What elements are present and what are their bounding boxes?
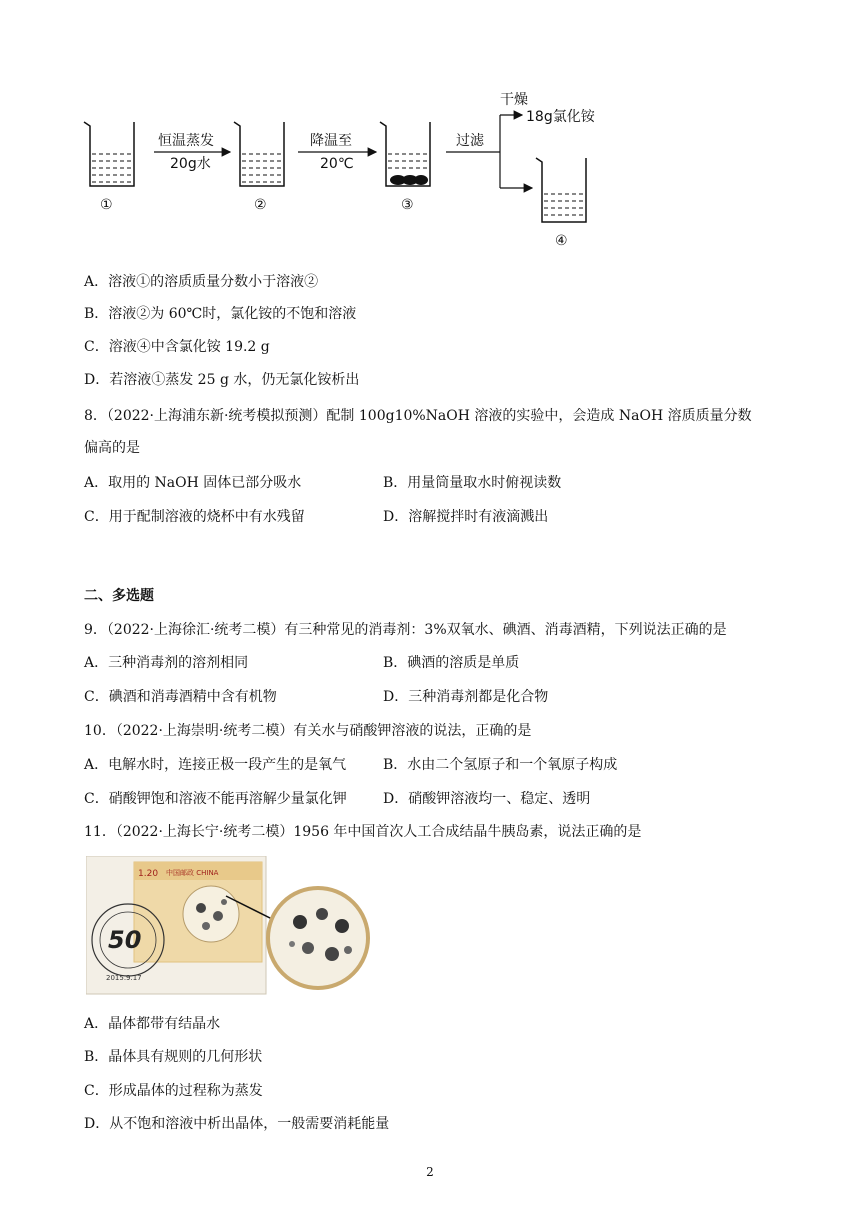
beaker-2 [234, 122, 284, 213]
step1-bottom-label: 20g水 [170, 156, 211, 172]
q9-option-b: B．碘酒的溶质是单质 [383, 655, 520, 671]
q8-stem-line2: 偏高的是 [84, 440, 140, 456]
q7-option-c: C．溶液④中含氯化铵 19.2 g [84, 339, 270, 355]
beaker-4 [536, 158, 586, 249]
q9-option-c: C．碘酒和消毒酒精中含有机物 [84, 689, 277, 705]
q11-option-a: A．晶体都带有结晶水 [84, 1016, 221, 1032]
q10-option-d: D．硝酸钾溶液均一、稳定、透明 [383, 791, 591, 807]
q8-stem-line1: 8．（2022·上海浦东新·统考模拟预测）配制 100g10%NaOH 溶液的实验中，会造成 NaOH 溶质质量分数 [84, 408, 752, 424]
section-title: 二、多选题 [84, 588, 154, 604]
step3-top-label: 过滤 [456, 133, 484, 149]
beaker-4-label: ④ [555, 233, 568, 249]
q7-option-a: A．溶液①的溶质质量分数小于溶液② [84, 274, 319, 290]
insulin-stamp-image [86, 856, 376, 996]
step2-bottom-label: 20℃ [320, 156, 354, 172]
step2-top-label: 降温至 [310, 133, 352, 149]
beaker-1 [84, 122, 134, 213]
q7-option-b: B．溶液②为 60℃时，氯化铵的不饱和溶液 [84, 306, 357, 322]
q11-stem: 11．（2022·上海长宁·统考二模）1956 年中国首次人工合成结晶牛胰岛素，说法正确的是 [84, 824, 642, 840]
q10-stem: 10．（2022·上海崇明·统考二模）有关水与硝酸钾溶液的说法，正确的是 [84, 723, 532, 739]
solution-process-diagram [70, 82, 670, 252]
product-label: 18g氯化铵 [526, 109, 595, 125]
q10-option-a: A．电解水时，连接正极一段产生的是氧气 [84, 757, 347, 773]
stamp-value: 1.20 [138, 869, 159, 879]
beaker-2-label: ② [254, 197, 267, 213]
q11-option-d: D．从不饱和溶液中析出晶体，一般需要消耗能量 [84, 1116, 390, 1132]
q9-option-a: A．三种消毒剂的溶剂相同 [84, 655, 249, 671]
q10-option-b: B．水由二个氢原子和一个氧原子构成 [383, 757, 618, 773]
beaker-1-label: ① [100, 197, 113, 213]
q11-option-c: C．形成晶体的过程称为蒸发 [84, 1083, 263, 1099]
postmark-number: 50 [108, 926, 142, 954]
stamp-brand: 中国邮政 CHINA [166, 869, 219, 877]
q8-option-b: B．用量筒量取水时俯视读数 [383, 475, 562, 491]
beaker-3 [380, 122, 430, 213]
q8-option-a: A．取用的 NaOH 固体已部分吸水 [84, 475, 302, 491]
q9-stem: 9．（2022·上海徐汇·统考二模）有三种常见的消毒剂：3%双氧水、碘酒、消毒酒精，下列说法正确的是 [84, 622, 727, 638]
q8-option-d: D．溶解搅拌时有液滴溅出 [383, 509, 549, 525]
page-number: 2 [426, 1165, 434, 1179]
q7-option-d: D．若溶液①蒸发 25 g 水，仍无氯化铵析出 [84, 372, 360, 388]
dry-label: 干燥 [500, 92, 528, 108]
q11-option-b: B．晶体具有规则的几何形状 [84, 1049, 263, 1065]
beaker-3-label: ③ [401, 197, 414, 213]
q9-option-d: D．三种消毒剂都是化合物 [383, 689, 549, 705]
step1-top-label: 恒温蒸发 [158, 133, 214, 149]
postmark-date: 2015.9.17 [106, 974, 142, 982]
q10-option-c: C．硝酸钾饱和溶液不能再溶解少量氯化钾 [84, 791, 347, 807]
q8-option-c: C．用于配制溶液的烧杯中有水残留 [84, 509, 305, 525]
